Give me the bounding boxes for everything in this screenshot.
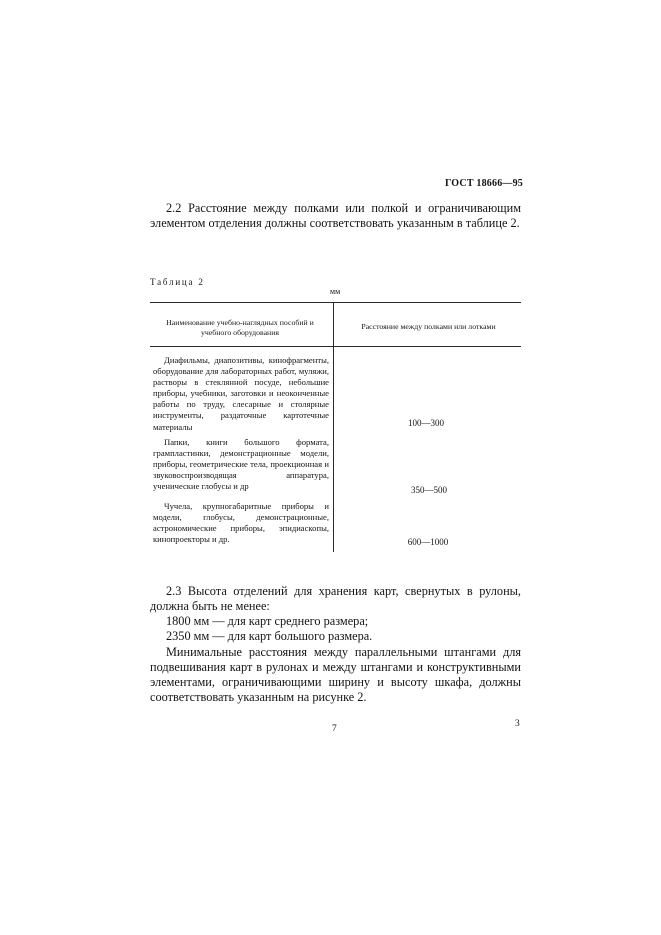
section-2-3-item-1: 1800 мм — для карт среднего размера; — [166, 614, 369, 628]
page-number-right: 3 — [515, 719, 520, 729]
table-caption: Таблица 2 — [150, 277, 205, 287]
table-row-1-name: Диафильмы, диапозитивы, кинофрагменты, оборудование для лабораторных работ, муляжи, растворы в стеклянной посуде, небольшие приборы, учебники, заготовки и неоконченные работы по труду, слесарные и столярные инструменты, раздаточные картотечные материалы — [153, 355, 329, 432]
section-2-3-item-2: 2350 мм — для карт большого размера. — [166, 629, 373, 643]
section-2-3 — [150, 584, 521, 644]
table-row-3-name: Чучела, крупногабаритные приборы и модели, глобусы, демонстрационные, астрономические приборы, эпидиаскопы, кинопроекторы и др. — [153, 501, 329, 545]
table-row-3-distance: 600—1000 — [407, 537, 449, 547]
table-row-1-distance: 100—300 — [408, 418, 444, 428]
header-name: Наименование учебно-наглядных пособий и учебного оборудования — [166, 318, 314, 337]
table-unit: мм — [330, 287, 341, 296]
section-2-2-text: 2.2 Расстояние между полками или полкой и ограничивающим элементом отделения должны соответствовать указанным в таблице 2. — [150, 201, 521, 230]
page-number-center: 7 — [332, 724, 337, 734]
table-2 — [150, 302, 521, 552]
table-top-border — [150, 302, 521, 303]
table-column-divider — [333, 302, 334, 552]
table-row-2-name: Папки, книги большого формата, грампластинки, демонстрационные модели, приборы, геометрические тела, проекционная и звуковоспроизводящая аппаратура, ученические глобусы и др — [153, 437, 329, 492]
header-distance: Расстояние между полками или лотками — [361, 322, 496, 331]
table-header-border — [150, 346, 521, 347]
section-2-3-paragraph: Минимальные расстояния между параллельными штангами для подвешивания карт в рулонах и между штангами и конструктивными элементами, ограничивающими ширину и высоту шкафа, должны соответствовать указанным на рисунке 2. — [150, 645, 521, 704]
table-row-2-distance: 350—500 — [411, 485, 447, 495]
document-code: ГОСТ 18666—95 — [444, 178, 523, 189]
section-2-3-intro: 2.3 Высота отделений для хранения карт, свернутых в рулоны, должна быть не менее: — [150, 584, 521, 613]
